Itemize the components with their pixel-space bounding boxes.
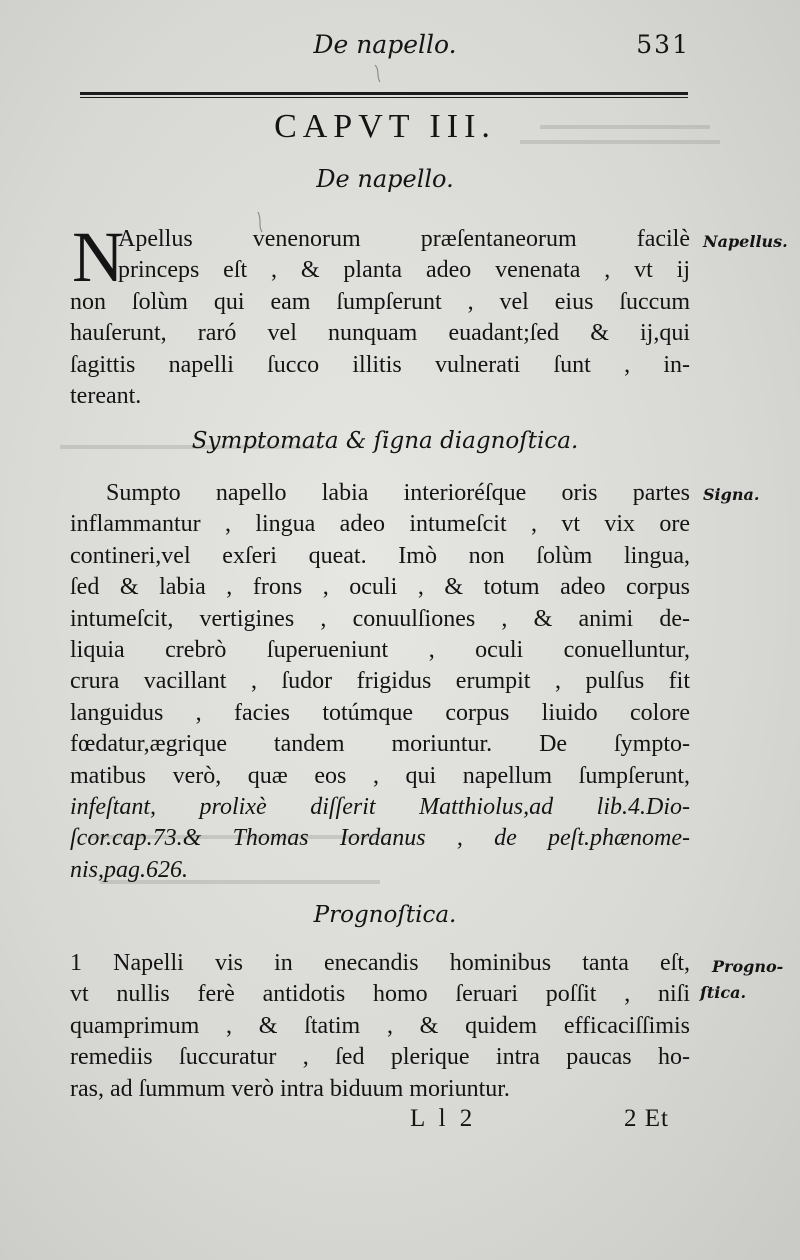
section-heading-symptomata: Symptomata & ſigna diagnoſtica. [191,428,579,454]
chapter-heading: CAPVT III. [274,108,496,145]
page-number: 531 [636,30,690,59]
text-line: Sumpto napello labia interioréſque oris partes [106,480,690,506]
text-line: tereant. [70,382,142,409]
running-head-title: De napello. [313,30,457,59]
text-line: languidus , facies totúmque corpus liuido colore [70,699,690,726]
prognostica-paragraph [70,948,690,1105]
text-line: infeſtant, prolixè diſſerit Matthiolus,ad lib.4.Dio- [70,793,690,820]
section-heading-prognostica: Prognoſtica. [313,902,457,928]
catchword: 2 Et [624,1105,669,1132]
text-line: 1 Napelli vis in enecandis hominibus tanta eſt, [70,950,690,976]
header-rule [80,92,688,98]
intro-paragraph-top [118,224,690,287]
margin-note-prognostica-2: ſtica. [700,983,747,1002]
chapter-subtitle: De napello. [316,165,454,193]
text-line: liquia crebrò ſuperueniunt , oculi conuelluntur, [70,636,690,663]
margin-note-signa: Signa. [703,485,760,504]
text-line: ras, ad ſummum verò intra biduum moriuntur. [70,1075,510,1102]
text-line: inflammantur , lingua adeo intumeſcit , vt vix ore [70,511,690,538]
text-line: ſcor.cap.73.& Thomas Iordanus , de peſt.phænome- [70,825,690,852]
signature-mark: L l 2 [410,1105,477,1132]
text-line: matibus verò, quæ eos , qui napellum ſumpſerunt, [70,762,690,789]
text-line: ſagittis napelli ſucco illitis vulnerati ſunt , in- [70,351,690,378]
text-line: crura vacillant , ſudor frigidus erumpit , pulſus fit [70,668,690,695]
margin-note-prognostica-1: Progno- [712,957,784,976]
text-line: quamprimum , & ſtatim , & quidem efficaciſſimis [70,1012,690,1039]
text-line: non ſolùm qui eam ſumpſerunt , vel eius ſuccum [70,288,690,315]
text-line: fœdatur,ægrique tandem moriuntur. De ſympto- [70,731,690,758]
drop-cap: N [72,217,124,297]
intro-paragraph [70,287,690,413]
text-line: hauſerunt, raró vel nunquam euadant;ſed & ij,qui [70,320,690,347]
running-head [80,30,690,66]
text-line: remediis ſuccuratur , ſed plerique intra paucas ho- [70,1044,690,1071]
symptomata-paragraph [70,478,690,886]
text-line: vt nullis ferè antidotis homo ſeruari poſſit , niſi [70,981,690,1008]
text-line: contineri,vel exſeri queat. Imò non ſolùm lingua, [70,542,690,569]
text-line: ſed & labia , frons , oculi , & totum adeo corpus [70,574,690,601]
text-line: Apellus venenorum præſentaneorum facilè [118,226,690,252]
text-line: nis,pag.626. [70,856,189,883]
text-line: princeps eſt , & planta adeo venenata , vt ij [118,257,690,284]
margin-note-napellus: Napellus. [703,232,788,251]
text-line: intumeſcit, vertigines , conuulſiones , & animi de- [70,605,690,632]
